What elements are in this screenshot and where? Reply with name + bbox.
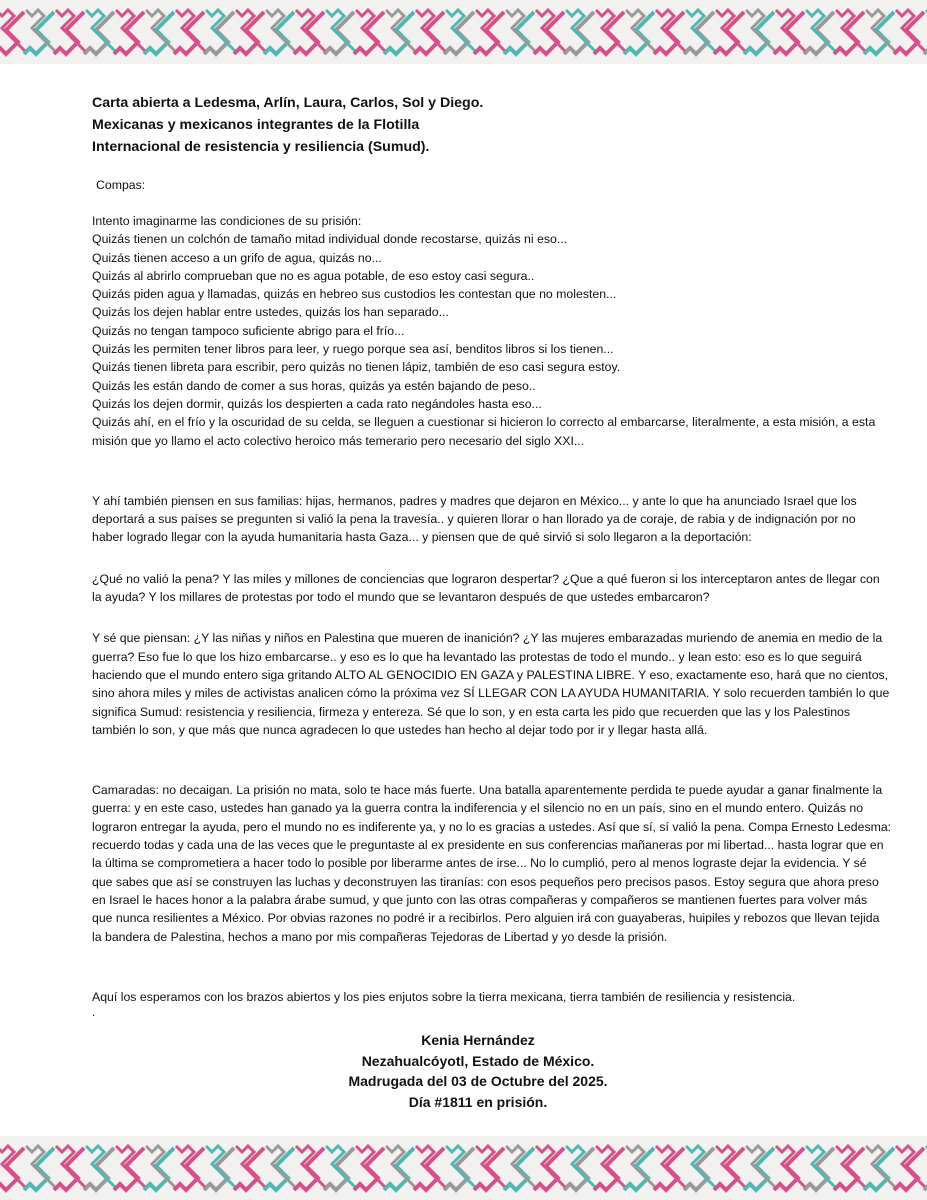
fret-motif: [834, 10, 866, 54]
fret-motif: [144, 10, 176, 54]
intro-line: Quizás tienen un colchón de tamaño mitad individual donde recostarse, quizás ni eso...: [92, 232, 568, 247]
intro-line: Quizás tienen acceso a un grifo de agua, quizás no...: [92, 250, 382, 265]
fret-motif: [174, 10, 206, 54]
paragraph-line: recuerdo todas y cada una de las veces que le preguntaste al ex presidente en sus conferencias mañaneras por mi libertad... hasta lograr que en: [92, 838, 884, 853]
fret-pattern: [0, 1136, 927, 1200]
fret-motif: [624, 1146, 656, 1190]
fret-motif: [114, 10, 146, 54]
paragraph-line: que sabes que así se construyen las luchas y deconstruyen las tiranías: con esos pequeños pero precisos pasos. Estoy segura que ahora preso: [92, 874, 879, 889]
fret-motif: [654, 1146, 686, 1190]
fret-motif: [174, 1146, 206, 1190]
paragraph-line: haber logrado llegar con la ayuda humanitaria hasta Gaza... y piensen que de qué sirvió si solo llegaron a la deportación:: [92, 530, 752, 545]
fret-motif: [24, 10, 56, 54]
fret-motif: [414, 10, 446, 54]
top-decorative-border: [0, 0, 927, 64]
paragraph-line: que nunca resilientes a México. Por obvias razones no podré ir a recibirlos. Pero alguien irá con guayaberas, huipiles y rebozos que llevan tejida: [92, 911, 880, 926]
intro-line: Quizás no tengan tampoco suficiente abrigo para el frío...: [92, 323, 405, 338]
questions-paragraph: [92, 570, 880, 607]
comrades-paragraph: [92, 781, 892, 946]
fret-motif: [204, 1146, 236, 1190]
paragraph-line: guerra? Eso fue lo que los hizo embarcarse.. y eso es lo que ha levantado las protestas de todo el mundo.. y lean esto: eso es lo que seguirá: [92, 649, 862, 664]
fret-motif: [294, 10, 326, 54]
fret-motif: [384, 10, 416, 54]
heading-line: Carta abierta a Ledesma, Arlín, Laura, Carlos, Sol y Diego.: [92, 95, 484, 111]
fret-motif: [264, 1146, 296, 1190]
signature-day: Día #1811 en prisión.: [408, 1093, 548, 1110]
fret-pattern: [0, 0, 927, 64]
fret-motif: [564, 1146, 596, 1190]
palestine-paragraph: [92, 629, 890, 739]
paragraph-line: lograron entregar la ayuda, pero el mundo no es indiferente ya, y no lo es gracias a ustedes. Así que sí, sí valió la pena. Compa Ernesto Ledesma:: [92, 819, 892, 834]
heading-line: Internacional de resistencia y resiliencia (Sumud).: [92, 139, 430, 155]
fret-motif: [84, 1146, 116, 1190]
fret-motif: [114, 1146, 146, 1190]
paragraph-line: haciendo que el mundo entero siga gritando ALTO AL GENOCIDIO EN GAZA y PALESTINA LIBRE. Y eso, exactamente eso, hará que no cientos,: [92, 667, 889, 682]
fret-motif: [444, 1146, 476, 1190]
fret-motif: [804, 10, 836, 54]
fret-motif: [384, 1146, 416, 1190]
fret-motif: [624, 10, 656, 54]
paragraph-line: Aquí los esperamos con los brazos abiertos y los pies enjutos sobre la tierra mexicana, tierra también de resiliencia y resistencia.: [92, 989, 796, 1004]
paragraph-line: Camaradas: no decaigan. La prisión no mata, solo te hace más fuerte. Una batalla aparentemente perdida te puede ayudar a ganar finalmente la: [92, 783, 883, 798]
intro-line: Quizás les permiten tener libros para leer, y ruego porque sea así, benditos libros si los tienen...: [92, 342, 614, 357]
open-letter: [92, 92, 892, 1112]
fret-motif: [234, 1146, 266, 1190]
fret-motif: [864, 1146, 896, 1190]
fret-motif: [834, 1146, 866, 1190]
fret-motif: [564, 10, 596, 54]
intro-line: Quizás ahí, en el frío y la oscuridad de su celda, se lleguen a cuestionar si hicieron lo correcto al embarcarse, literalmente, a esta misión, a esta: [92, 415, 876, 430]
letter-heading: [92, 92, 864, 158]
fret-motif: [714, 1146, 746, 1190]
fret-motif: [474, 10, 506, 54]
fret-motif: [324, 10, 356, 54]
closing-paragraph: [92, 988, 864, 1006]
fret-motif: [294, 1146, 326, 1190]
trailing-dot: .: [92, 1005, 96, 1020]
fret-motif: [0, 10, 26, 54]
fret-motif: [534, 1146, 566, 1190]
fret-motif: [684, 1146, 716, 1190]
fret-motif: [744, 1146, 776, 1190]
intro-paragraph: [92, 212, 876, 450]
fret-motif: [234, 10, 266, 54]
fret-motif: [354, 10, 386, 54]
bottom-decorative-border: [0, 1136, 927, 1200]
signature-place: Nezahualcóyotl, Estado de México.: [361, 1052, 595, 1069]
families-paragraph: [92, 492, 864, 547]
paragraph-line: la bandera de Palestina, hechos a mano por mis compañeras Tejedoras de Libertad y yo desde la prisión.: [92, 929, 668, 944]
intro-line: misión que yo llamo el acto colectivo heroico más temerario pero necesario del siglo XXI...: [92, 433, 585, 448]
fret-motif: [594, 1146, 626, 1190]
fret-motif: [744, 10, 776, 54]
fret-motif: [54, 1146, 86, 1190]
fret-motif: [504, 1146, 536, 1190]
fret-motif: [264, 10, 296, 54]
signature-date: Madrugada del 03 de Octubre del 2025.: [348, 1073, 608, 1090]
fret-motif: [894, 10, 926, 54]
fret-motif: [414, 1146, 446, 1190]
fret-motif: [654, 10, 686, 54]
fret-motif: [54, 10, 86, 54]
fret-motif: [0, 1146, 26, 1190]
paragraph-line: también lo son, y que más que nunca agradecen lo que ustedes han hecho al dejar todo por ir y llegar hasta allá.: [92, 722, 708, 737]
fret-motif: [354, 1146, 386, 1190]
fret-motif: [504, 10, 536, 54]
fret-motif: [324, 1146, 356, 1190]
intro-line: Quizás piden agua y llamadas, quizás en hebreo sus custodios les contestan que no molesten...: [92, 287, 617, 302]
fret-motif: [444, 10, 476, 54]
paragraph-line: guerra: y en este caso, ustedes han ganado ya la guerra contra la indiferencia y el silencio no en un país, sino en el mundo entero. Quizás no: [92, 801, 864, 816]
paragraph-line: la ayuda? Y los millares de protestas por todo el mundo que se levantaron después de que ustedes embarcaron?: [92, 590, 710, 605]
greeting: Compas:: [96, 178, 146, 192]
heading-line: Mexicanas y mexicanos integrantes de la Flotilla: [92, 117, 420, 133]
paragraph-line: significa Sumud: resistencia y resiliencia, firmeza y entereza. Sé que lo son, y en esta carta les pido que recuerden que las y los Palestinos: [92, 704, 851, 719]
signature-block: [122, 1030, 834, 1112]
intro-line: Quizás al abrirlo comprueban que no es agua potable, de eso estoy casi segura..: [92, 268, 535, 283]
fret-motif: [24, 1146, 56, 1190]
intro-line: Quizás los dejen hablar entre ustedes, quizás los han separado...: [92, 305, 449, 320]
fret-motif: [774, 10, 806, 54]
intro-line: Quizás tienen libreta para escribir, pero quizás no tienen lápiz, también de eso casi segura estoy.: [92, 360, 621, 375]
fret-motif: [714, 10, 746, 54]
intro-line: Intento imaginarme las condiciones de su prisión:: [92, 214, 362, 228]
paragraph-line: en Israel le haces honor a la palabra árabe sumud, y que junto con las otras compañeras y compañeros se mantienen fuertes para volver más: [92, 892, 868, 907]
fret-motif: [684, 10, 716, 54]
paragraph-line: Y ahí también piensen en sus familias: hijas, hermanos, padres y madres que dejaron en México... y ante lo que ha anunciado Israel que los: [92, 493, 857, 508]
fret-motif: [774, 1146, 806, 1190]
fret-motif: [534, 10, 566, 54]
paragraph-line: la última se comprometiera a hacer todo lo posible por liberarme antes de irse... No lo cumplió, pero al menos lograste dejar la evidencia. Y sé: [92, 856, 867, 871]
fret-motif: [84, 10, 116, 54]
fret-motif: [894, 1146, 926, 1190]
paragraph-line: ¿Qué no valió la pena? Y las miles y millones de conciencias que lograron despertar? ¿Que a qué fueron si los interceptaron antes de llegar con: [92, 571, 880, 586]
fret-motif: [804, 1146, 836, 1190]
intro-line: Quizás les están dando de comer a sus horas, quizás ya estén bajando de peso..: [92, 378, 536, 393]
fret-motif: [864, 10, 896, 54]
paragraph-line: deportará a sus países se pregunten si valió la pena la travesía.. y quieren llorar o han llorado ya de coraje, de rabia y de indignación por no: [92, 512, 856, 527]
paragraph-line: sino ahora miles y miles de activistas analicen cómo la próxima vez SÍ LLEGAR CON LA AYUDA HUMANITARIA. Y solo recuerden también lo que: [92, 686, 890, 701]
paragraph-line: Y sé que piensan: ¿Y las niñas y niños en Palestina que mueren de inanición? ¿Y las mujeres embarazadas muriendo de anemia en medio de la: [92, 631, 883, 646]
fret-motif: [594, 10, 626, 54]
fret-motif: [204, 10, 236, 54]
fret-motif: [144, 1146, 176, 1190]
intro-line: Quizás los dejen dormir, quizás los despierten a cada rato negándoles hasta eso...: [92, 396, 542, 411]
signature-name: Kenia Hernández: [421, 1032, 535, 1049]
fret-motif: [474, 1146, 506, 1190]
